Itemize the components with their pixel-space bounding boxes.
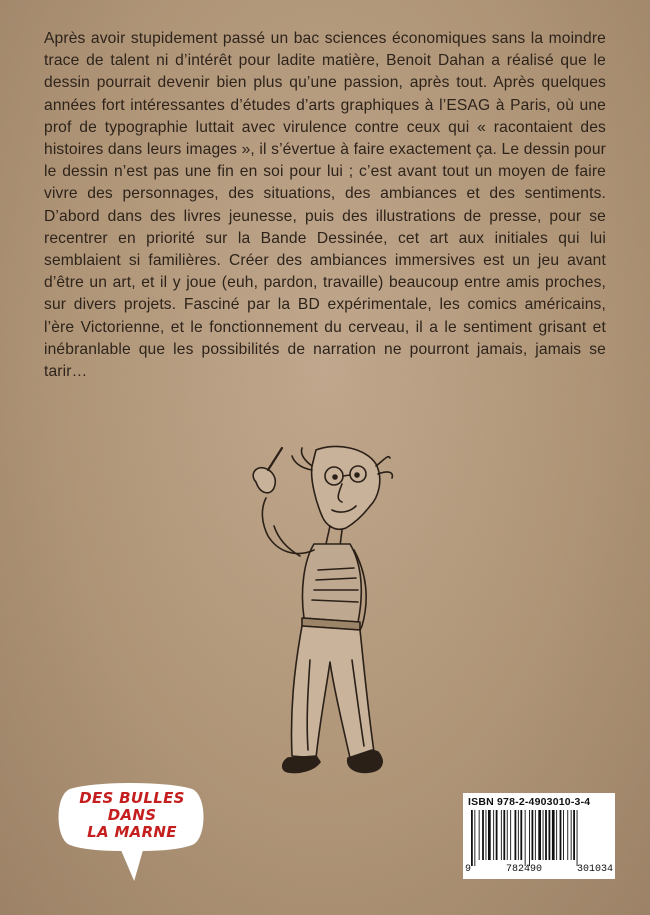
isbn-digits-right: 301034 xyxy=(576,864,613,875)
isbn-label: ISBN 978-2-4903010-3-4 xyxy=(468,796,591,808)
barcode-bar xyxy=(507,810,508,860)
barcode-bar xyxy=(493,810,494,860)
barcode-bar xyxy=(525,810,526,866)
publisher-logo xyxy=(72,790,192,841)
barcode-bar xyxy=(518,810,519,860)
barcode-bar xyxy=(510,810,511,860)
barcode-bar xyxy=(573,810,575,860)
logo-line-1: DES BULLES xyxy=(79,789,185,807)
logo-line-3: LA MARNE xyxy=(87,823,177,841)
barcode-bar xyxy=(501,810,502,860)
barcode-bar xyxy=(543,810,544,860)
barcode-bar xyxy=(482,810,484,860)
barcode-bar xyxy=(563,810,564,860)
barcode-bar xyxy=(486,810,487,860)
barcode xyxy=(470,810,610,866)
barcode-bar xyxy=(529,810,530,866)
barcode-bar xyxy=(474,810,475,866)
barcode-bar xyxy=(479,810,480,860)
barcode-bar xyxy=(496,810,498,860)
character-illustration xyxy=(238,440,398,785)
author-biography: Après avoir stupidement passé un bac sciences économiques sans la moindre trace de talent ni d’intérêt pour ladite matière, Benoit Dahan a réalisé que le dessin pourrait devenir bien plus qu’une passion, après tout. Après quelques années fort intéressantes d’études d’arts graphiques à l’ESAG à Paris, où une prof de typographie luttait avec virulence contre ceux qui « racontaient des histoires dans leurs images », il s’évertue à faire exactement ça. Le dessin pour le dessin n’est pas une fin en soi pour lui ; c’est avant tout un moyen de faire vivre des personnages, des situations, des ambiances et des sentiments. D’abord dans des livres jeunesse, puis des illustrations de presse, pour se recentrer en priorité sur la Bande Dessinée, cet art aux initiales qui lui semblaient si familières. Créer des ambiances immersives est un jeu avant d’être un art, et il y joue (euh, pardon, travaille) beaucoup entre amis proches, sur divers projets. Fasciné par la BD expérimentale, les comics américains, l’ère Victorienne, et le fonctionnement du cerveau, il a le sentiment grisant et inébranlable que les possibilités de narration ne pourront jamais, jamais se tarir… xyxy=(44,30,606,381)
barcode-bar xyxy=(532,810,534,860)
barcode-bar xyxy=(471,810,473,866)
barcode-bar xyxy=(556,810,557,860)
barcode-bar xyxy=(567,810,568,860)
barcode-bar xyxy=(577,810,578,866)
logo-line-2: DANS xyxy=(107,806,157,824)
barcode-bar xyxy=(488,810,491,860)
barcode-bar xyxy=(545,810,547,860)
barcode-bar xyxy=(571,810,572,860)
barcode-bar xyxy=(552,810,555,860)
barcode-bar xyxy=(515,810,517,860)
barcode-bar xyxy=(535,810,536,860)
barcode-bar xyxy=(549,810,551,860)
isbn-digits-left: 782490 xyxy=(505,864,542,875)
barcode-bar xyxy=(538,810,541,860)
isbn-digit-first: 9 xyxy=(465,864,472,875)
barcode-bar xyxy=(520,810,522,860)
barcode-bar xyxy=(503,810,505,860)
isbn-digits xyxy=(465,864,613,875)
barcode-bar xyxy=(560,810,562,860)
